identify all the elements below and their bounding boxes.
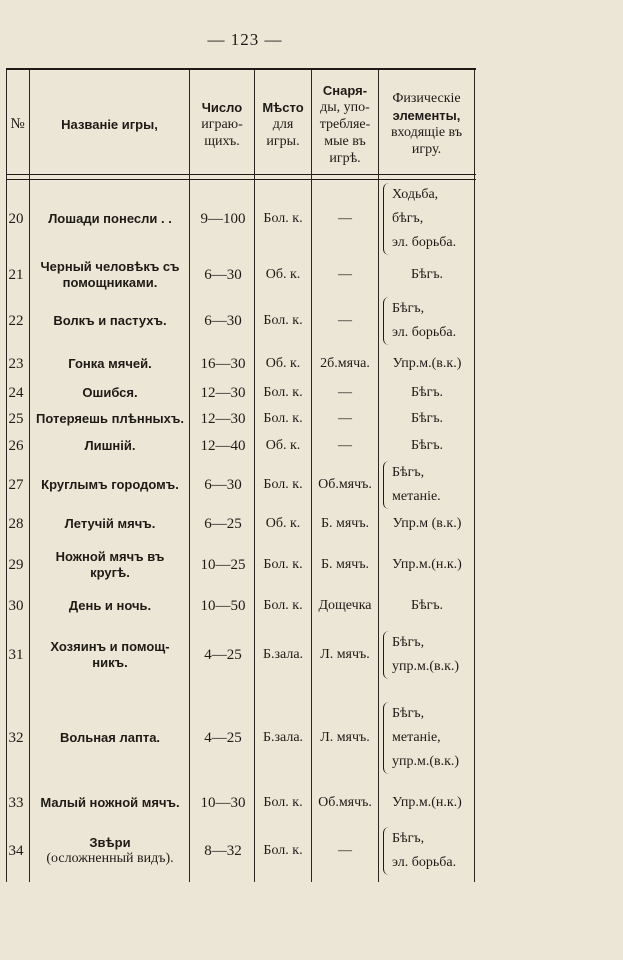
equipment: — xyxy=(338,267,352,282)
game-name-line: Черный человѣкъ съ xyxy=(40,259,180,274)
element-line: Упр.м (в.к.) xyxy=(392,516,462,531)
game-place: Бол. к. xyxy=(263,477,303,492)
game-name xyxy=(31,380,189,406)
physical-elements xyxy=(380,295,474,347)
game-name-line: Лишній. xyxy=(84,438,136,453)
game-place: Об. к. xyxy=(265,438,301,453)
table-row xyxy=(0,347,476,381)
game-name-line: Лошади понесли . . xyxy=(48,211,172,226)
game-name xyxy=(31,788,189,818)
game-name xyxy=(31,690,189,786)
element-line: Бѣгъ. xyxy=(410,598,444,613)
player-count: 12—30 xyxy=(200,410,246,427)
game-place: Об. к. xyxy=(265,356,301,371)
player-count: 6—30 xyxy=(204,266,242,283)
game-place: Бол. к. xyxy=(263,211,303,226)
element-line: Бѣгъ, xyxy=(392,635,425,650)
brace-mark xyxy=(383,631,389,679)
game-name xyxy=(31,818,189,884)
player-count: 10—30 xyxy=(200,794,246,811)
table-row xyxy=(0,818,476,884)
physical-elements xyxy=(380,380,474,406)
table-row xyxy=(0,380,476,406)
curly-brace-group xyxy=(383,297,456,345)
table-row xyxy=(0,788,476,818)
player-count: 12—30 xyxy=(200,384,246,401)
game-name xyxy=(31,181,189,257)
game-name xyxy=(31,347,189,381)
curly-brace-group xyxy=(383,183,456,255)
player-count: 6—25 xyxy=(204,515,242,532)
row-number: 20 xyxy=(8,210,24,227)
curly-brace-group xyxy=(383,461,441,509)
table-top-rule xyxy=(6,68,476,70)
equipment: Об.мячъ. xyxy=(318,477,372,492)
table-row xyxy=(0,432,476,460)
row-number: 23 xyxy=(8,355,24,372)
player-count: 8—32 xyxy=(204,842,242,859)
game-place: Б.зала. xyxy=(262,730,304,745)
physical-elements xyxy=(380,256,474,294)
equipment: — xyxy=(338,843,352,858)
physical-elements xyxy=(380,690,474,786)
element-line: Упр.м.(н.к.) xyxy=(392,557,462,572)
element-line: упр.м.(в.к.) xyxy=(392,659,460,674)
equipment: — xyxy=(338,385,352,400)
equipment: — xyxy=(338,411,352,426)
physical-elements xyxy=(380,347,474,381)
table-row xyxy=(0,620,476,690)
element-line: Ходьба, xyxy=(392,187,439,202)
game-place: Об. к. xyxy=(265,516,301,531)
player-count: 4—25 xyxy=(204,646,242,663)
table-row xyxy=(0,181,476,257)
player-count: 9—100 xyxy=(200,210,246,227)
table-row xyxy=(0,690,476,786)
brace-mark xyxy=(383,702,389,774)
brace-mark xyxy=(383,461,389,509)
table-row xyxy=(0,256,476,294)
brace-mark xyxy=(383,297,389,345)
page-number: — 123 — xyxy=(207,30,283,49)
header-equipment: Снаря- ды, упо- требляе- мые въ игрѣ. xyxy=(319,82,371,166)
game-name-line: Потеряешь плѣнныхъ. xyxy=(36,411,184,426)
brace-mark xyxy=(383,183,389,255)
table-row xyxy=(0,406,476,432)
row-number: 28 xyxy=(8,515,24,532)
equipment: Дощечка xyxy=(318,598,372,613)
row-number: 26 xyxy=(8,437,24,454)
game-name xyxy=(31,295,189,347)
curly-brace-group xyxy=(383,702,459,774)
header-elements: Физическіе элементы, входящіе въ игру. xyxy=(390,91,463,157)
game-place: Бол. к. xyxy=(263,795,303,810)
element-line: упр.м.(в.к.) xyxy=(392,754,460,769)
equipment: — xyxy=(338,313,352,328)
game-name-line: Волкъ и пастухъ. xyxy=(53,313,167,328)
header-name: Названіе игры, xyxy=(61,116,158,132)
player-count: 10—50 xyxy=(200,597,246,614)
physical-elements xyxy=(380,432,474,460)
game-place: Б.зала. xyxy=(262,647,304,662)
header-num: № xyxy=(10,115,25,132)
game-name xyxy=(31,592,189,620)
game-name xyxy=(31,510,189,538)
element-line: Бѣгъ, xyxy=(392,301,425,316)
element-line: эл. борьба. xyxy=(392,235,457,250)
table-row xyxy=(0,295,476,347)
header-bottom-rule xyxy=(6,174,476,175)
player-count: 16—30 xyxy=(200,355,246,372)
element-line: Бѣгъ. xyxy=(410,411,444,426)
element-line: метаніе. xyxy=(392,489,441,504)
element-line: Упр.м.(в.к.) xyxy=(392,356,462,371)
game-name-line: Вольная лапта. xyxy=(59,730,161,745)
row-number: 30 xyxy=(8,597,24,614)
game-name-line: День и ночь. xyxy=(68,598,152,613)
game-name xyxy=(31,460,189,510)
physical-elements xyxy=(380,788,474,818)
table-row xyxy=(0,592,476,620)
header-place: Мѣсто для игры. xyxy=(262,99,304,149)
physical-elements xyxy=(380,538,474,592)
curly-brace-group xyxy=(383,631,459,679)
equipment: Л. мячъ. xyxy=(320,730,370,745)
element-line: бѣгъ, xyxy=(392,211,424,226)
row-number: 33 xyxy=(8,794,24,811)
game-name-line: Круглымъ городомъ. xyxy=(41,477,179,492)
equipment: Об.мячъ. xyxy=(318,795,372,810)
row-number: 29 xyxy=(8,556,24,573)
equipment: — xyxy=(338,211,352,226)
player-count: 10—25 xyxy=(200,556,246,573)
game-name xyxy=(31,406,189,432)
game-place: Бол. к. xyxy=(263,843,303,858)
physical-elements xyxy=(380,818,474,884)
game-place: Бол. к. xyxy=(263,313,303,328)
header-bottom-rule-2 xyxy=(6,179,476,180)
table-row xyxy=(0,460,476,510)
game-name xyxy=(31,256,189,294)
equipment: — xyxy=(338,438,352,453)
physical-elements xyxy=(380,592,474,620)
game-place: Бол. к. xyxy=(263,411,303,426)
table-row xyxy=(0,510,476,538)
equipment: Б. мячъ. xyxy=(320,516,370,531)
element-line: Бѣгъ. xyxy=(410,438,444,453)
game-name xyxy=(31,538,189,592)
game-name-line: Малый ножной мячъ. xyxy=(40,795,180,810)
element-line: Бѣгъ, xyxy=(392,831,425,846)
game-name-line: Ножной мячъ въ xyxy=(55,549,165,564)
game-name-line: (осложненный видъ). xyxy=(46,851,174,866)
physical-elements xyxy=(380,181,474,257)
element-line: Бѣгъ, xyxy=(392,706,425,721)
row-number: 27 xyxy=(8,476,24,493)
physical-elements xyxy=(380,460,474,510)
game-name-line: Звѣри xyxy=(89,835,131,850)
game-name-line: помощниками. xyxy=(62,275,158,290)
element-line: Упр.м.(н.к.) xyxy=(392,795,462,810)
brace-mark xyxy=(383,827,389,875)
row-number: 25 xyxy=(8,410,24,427)
header-count: Число играю- щихъ. xyxy=(201,99,243,149)
player-count: 6—30 xyxy=(204,476,242,493)
element-line: метаніе, xyxy=(392,730,441,745)
element-line: эл. борьба. xyxy=(392,855,457,870)
physical-elements xyxy=(380,620,474,690)
game-name-line: кругѣ. xyxy=(90,565,130,580)
physical-elements xyxy=(380,510,474,538)
element-line: Бѣгъ, xyxy=(392,465,425,480)
game-name-line: никъ. xyxy=(92,655,128,670)
equipment: Б. мячъ. xyxy=(320,557,370,572)
physical-elements xyxy=(380,406,474,432)
game-place: Об. к. xyxy=(265,267,301,282)
element-line: Бѣгъ. xyxy=(410,385,444,400)
player-count: 12—40 xyxy=(200,437,246,454)
player-count: 6—30 xyxy=(204,312,242,329)
game-name xyxy=(31,432,189,460)
row-number: 22 xyxy=(8,312,24,329)
equipment: Л. мячъ. xyxy=(320,647,370,662)
row-number: 24 xyxy=(8,384,24,401)
curly-brace-group xyxy=(383,827,456,875)
game-name-line: Гонка мячей. xyxy=(68,356,152,371)
game-name-line: Ошибся. xyxy=(82,385,138,400)
element-line: Бѣгъ. xyxy=(410,267,444,282)
player-count: 4—25 xyxy=(204,729,242,746)
row-number: 31 xyxy=(8,646,24,663)
row-number: 21 xyxy=(8,266,24,283)
row-number: 34 xyxy=(8,842,24,859)
equipment: 2б.мяча. xyxy=(320,356,370,371)
game-place: Бол. к. xyxy=(263,557,303,572)
table-row xyxy=(0,538,476,592)
element-line: эл. борьба. xyxy=(392,325,457,340)
game-name-line: Летучій мячъ. xyxy=(64,516,156,531)
game-place: Бол. к. xyxy=(263,598,303,613)
game-name xyxy=(31,620,189,690)
row-number: 32 xyxy=(8,729,24,746)
game-place: Бол. к. xyxy=(263,385,303,400)
game-name-line: Хозяинъ и помощ- xyxy=(50,639,170,654)
